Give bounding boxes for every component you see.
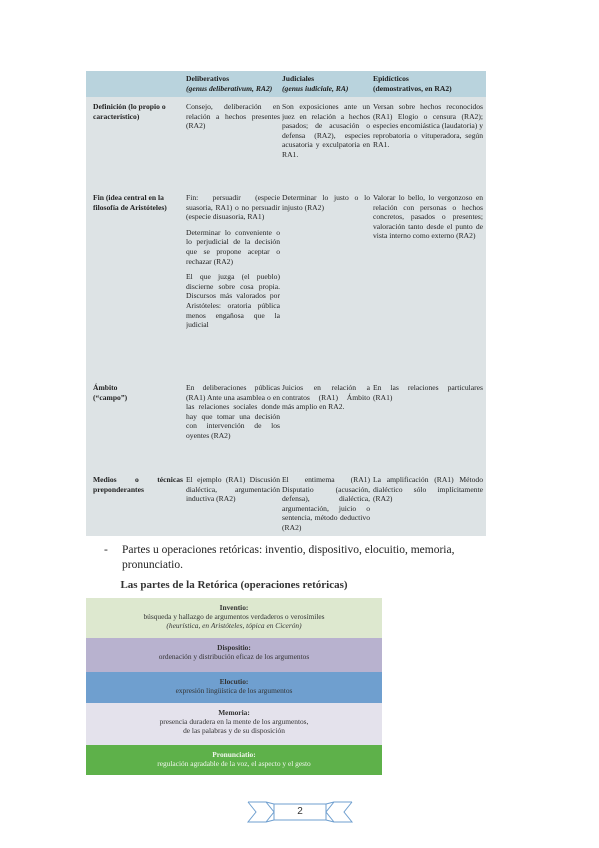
band-dispositio: [86, 638, 382, 672]
row-medios-epid: [373, 475, 483, 504]
band-line: (heurística, en Aristóteles, tópica en Cicerón): [166, 621, 302, 630]
table-header-row: [86, 71, 486, 97]
diagram-title: Las partes de la Retórica (operaciones retóricas): [120, 579, 348, 591]
page-number: 2: [297, 806, 303, 817]
row-definicion-label: Definición (lo propio o característico): [93, 102, 166, 121]
row-fin-delib: [186, 193, 280, 383]
table-cell-text: La amplificación (RA1) Método dialéctico sólo implícitamente (RA2): [373, 475, 483, 504]
table-cell-text: Valorar lo bello, lo vergonzoso en relación con personas o hechos concretos, pasados o presentes; valoración tanto desde el punto de vista interno como externo (RA2): [373, 193, 483, 241]
band-elocutio: [86, 672, 382, 703]
bullet-text: Partes u operaciones retóricas: inventio, dispositivo, elocuitio, memoria, pronunciatio.: [122, 544, 455, 571]
header-judiciales-title: Judiciales: [282, 74, 315, 83]
row-ambito-label: Ámbito (“campo”): [93, 383, 128, 402]
table-cell-text: El ejemplo (RA1) Discusión dialéctica, argumentación inductiva (RA2): [186, 475, 280, 504]
table-cell-text: Consejo, deliberación en relación a hechos presentes (RA2): [186, 102, 280, 131]
header-deliberativos: [186, 74, 280, 93]
header-judiciales-sub: (genus iudiciale, RA): [282, 83, 349, 93]
row-definicion-judic: [282, 102, 370, 160]
row-fin-label: Fin (idea central en la filosofía de Aristóteles): [93, 193, 167, 212]
row-fin-epid: [373, 193, 483, 241]
table-cell-text: Versan sobre hechos reconocidos (RA1) Elogio o censura (RA2); especies encomiástica (laudatoria) y reprobatoria o vituperadora, según RA1.: [373, 102, 483, 150]
header-epidicticos-sub: (demostrativos, en RA2): [373, 83, 452, 93]
header-epidicticos: [373, 74, 483, 93]
band-line: regulación agradable de la voz, el aspecto y el gesto: [157, 759, 311, 768]
header-deliberativos-sub: (genus deliberativum, RA2): [186, 83, 273, 93]
header-epidicticos-title: Epidícticos: [373, 74, 409, 83]
band-line: de las palabras y de su disposición: [183, 726, 285, 735]
table-cell-text: El entimema (RA1) Disputatio (acusación, defensa), dialéctica, argumentación, juicio o sentencia, método deductivo (RA2): [282, 475, 370, 532]
table-cell-text: El que juzga (el pueblo) discierne sobre cosa propia. Discursos más valorados por Aristóteles: oratoria pública menos engañosa que la judicial: [186, 272, 280, 330]
band-title: Memoria:: [218, 708, 250, 717]
band-pronunciatio: [86, 745, 382, 775]
row-medios-delib: [186, 475, 280, 504]
row-definicion-epid: [373, 102, 483, 150]
table-cell-text: Determinar lo justo o lo injusto (RA2): [282, 193, 370, 212]
rhetoric-genres-table: [86, 71, 486, 536]
band-title: Pronunciatio:: [212, 750, 256, 759]
band-title: Inventio:: [219, 603, 249, 612]
band-title: Dispositio:: [217, 643, 251, 652]
table-cell-text: Determinar lo conveniente o lo perjudicial de la decisión que se propone aceptar o rechazar (RA2): [186, 227, 280, 266]
table-cell-text: Fin: persuadir (especie suasoria, RA1) o no persuadir (especie disuasoria, RA1): [186, 193, 280, 222]
band-title: Elocutio:: [219, 677, 249, 686]
table-cell-text: Son exposiciones ante un juez en relación a hechos pasados; de acusación o defensa (RA2), especies acusatoria y exculpatoria en RA1.: [282, 102, 370, 159]
row-ambito-delib: [186, 383, 280, 441]
table-cell-text: Juicios en relación a contratos (RA1) Ámbito más amplio en RA2.: [282, 383, 370, 412]
band-line: búsqueda y hallazgo de argumentos verdaderos o verosímiles: [143, 612, 325, 621]
row-fin-judic: [282, 193, 370, 212]
row-ambito-epid: [373, 383, 483, 402]
row-definicion-delib: [186, 102, 280, 131]
row-ambito-judic: [282, 383, 370, 412]
header-deliberativos-title: Deliberativos: [186, 74, 230, 83]
page-number-footer: [246, 798, 354, 826]
band-inventio: [86, 598, 382, 638]
row-medios-judic: [282, 475, 370, 533]
table-cell-text: En las relaciones particulares (RA1): [373, 383, 483, 402]
bullet-dash: -: [104, 544, 108, 556]
band-line: presencia duradera en la mente de los argumentos,: [159, 717, 309, 726]
header-judiciales: [282, 74, 370, 93]
band-line: ordenación y distribución eficaz de los argumentos: [158, 652, 310, 661]
band-line: expresión lingüística de los argumentos: [175, 686, 293, 695]
band-memoria: [86, 703, 382, 745]
table-cell-text: En deliberaciones públicas (RA1) Ante una asamblea o en las relaciones sociales donde hay que tomar una decisión con intervención de los oyentes (RA2): [186, 383, 280, 440]
row-medios-label: Medios o técnicas preponderantes: [93, 475, 183, 494]
